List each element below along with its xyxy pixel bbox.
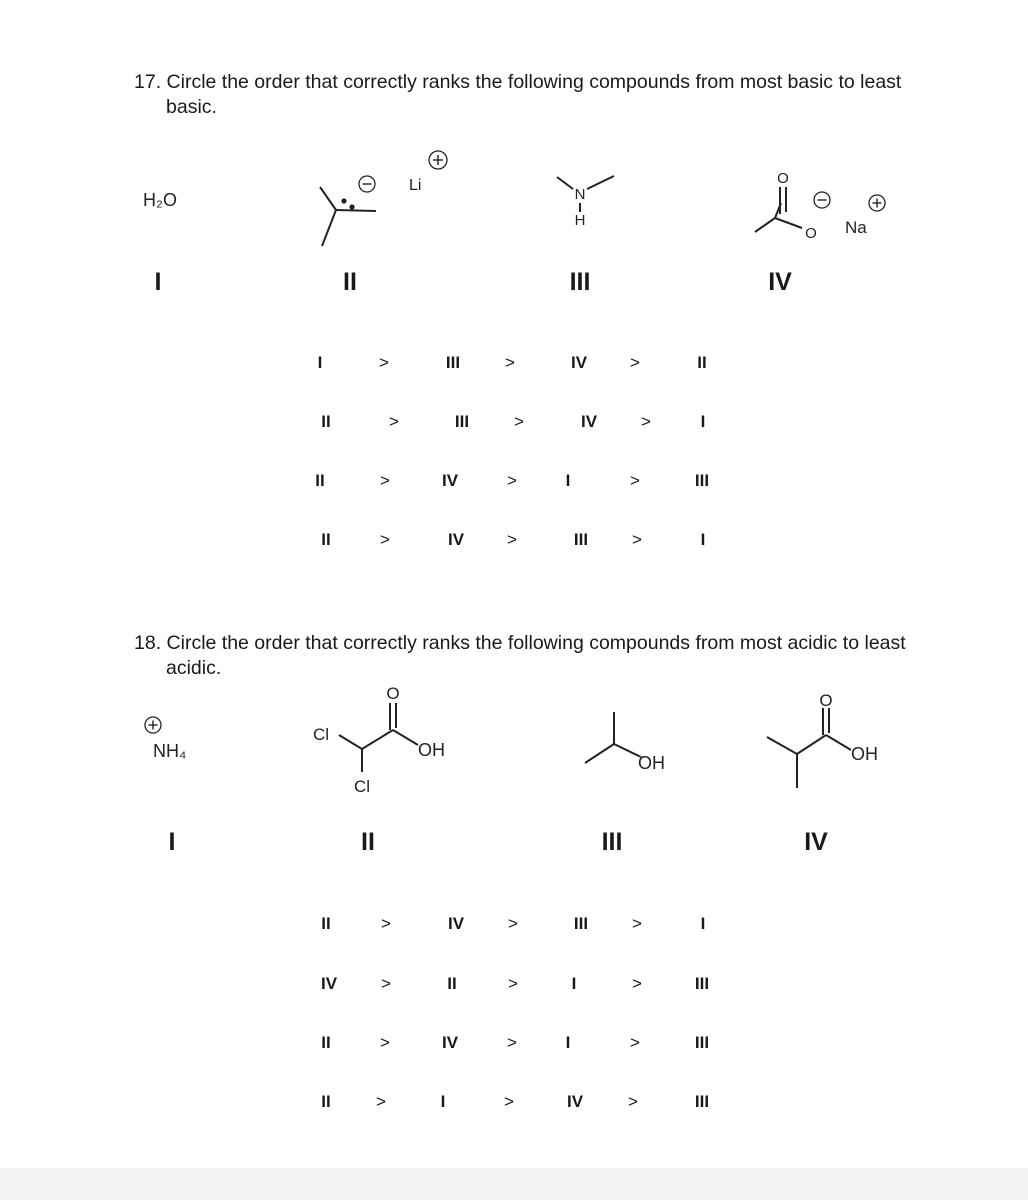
option-term: I	[565, 1033, 571, 1052]
option-term: I	[700, 914, 706, 933]
q17-carboxylate-oxygen: O	[805, 225, 817, 242]
q18-label-iii: III	[601, 828, 623, 856]
option-term: IV	[441, 1033, 459, 1052]
option-term: II	[321, 914, 331, 933]
q18-hydroxyl-label: OH	[418, 740, 445, 760]
question-17-line1: Circle the order that correctly ranks the following compounds from most basic to least	[166, 71, 902, 93]
q17-water-formula: H₂O	[143, 190, 177, 210]
question-18-line1: Circle the order that correctly ranks the following compounds from most acidic to least	[166, 632, 906, 654]
greater-than: >	[504, 1092, 514, 1111]
greater-than: >	[632, 974, 642, 993]
greater-than: >	[507, 1033, 517, 1052]
greater-than: >	[632, 914, 642, 933]
q18-compound-ii	[339, 703, 418, 772]
option-term: I	[571, 974, 577, 993]
q17-nitrogen-label: N	[574, 186, 586, 203]
option-term: I	[700, 412, 706, 431]
plus-charge-icon	[145, 717, 161, 733]
q17-hydrogen-label: H	[574, 212, 586, 229]
option-term: II	[447, 974, 457, 993]
greater-than: >	[381, 974, 391, 993]
q18-alcohol-oh: OH	[638, 753, 665, 773]
option-term: II	[321, 1033, 331, 1052]
question-17-number: 17.	[134, 71, 162, 93]
option-term: III	[454, 412, 470, 431]
q17-sodium-label: Na	[845, 218, 867, 237]
question-17-line2: basic.	[166, 96, 217, 118]
q18-label-i: I	[168, 828, 176, 856]
greater-than: >	[380, 530, 390, 549]
option-term: II	[697, 353, 707, 372]
greater-than: >	[505, 353, 515, 372]
greater-than: >	[380, 471, 390, 490]
option-term: III	[694, 471, 710, 490]
greater-than: >	[632, 530, 642, 549]
greater-than: >	[507, 471, 517, 490]
q17-label-iv: IV	[768, 268, 792, 296]
greater-than: >	[630, 1033, 640, 1052]
greater-than: >	[508, 974, 518, 993]
question-18-number: 18.	[134, 632, 162, 654]
option-term: IV	[441, 471, 459, 490]
greater-than: >	[630, 471, 640, 490]
option-term: I	[565, 471, 571, 490]
option-term: II	[315, 471, 325, 490]
greater-than: >	[380, 1033, 390, 1052]
option-term: I	[700, 530, 706, 549]
greater-than: >	[379, 353, 389, 372]
q18-compound-iv	[767, 708, 851, 788]
greater-than: >	[507, 530, 517, 549]
q18-chlorine-label: Cl	[354, 777, 371, 796]
option-term: IV	[320, 974, 338, 993]
q17-label-i: I	[154, 268, 162, 296]
q18-label-ii: II	[361, 828, 375, 856]
greater-than: >	[514, 412, 524, 431]
option-term: II	[321, 1092, 331, 1111]
greater-than: >	[381, 914, 391, 933]
q18-compound-iii	[585, 712, 641, 763]
option-term: IV	[580, 412, 598, 431]
option-term: III	[573, 530, 589, 549]
q17-label-ii: II	[343, 268, 357, 296]
question-18-line2: acidic.	[166, 657, 222, 679]
option-term: IV	[570, 353, 588, 372]
option-term: IV	[447, 530, 465, 549]
q17-carbonyl-oxygen: O	[777, 170, 789, 187]
q17-lithium-label: Li	[409, 177, 422, 194]
q18-hydroxyl-label: OH	[851, 744, 878, 764]
q17-label-iii: III	[569, 268, 591, 296]
q18-ammonium-formula: NH₄	[153, 741, 187, 761]
greater-than: >	[628, 1092, 638, 1111]
option-term: IV	[566, 1092, 584, 1111]
option-term: I	[317, 353, 323, 372]
option-term: I	[440, 1092, 446, 1111]
q18-carbonyl-oxygen: O	[819, 691, 833, 710]
option-term: III	[694, 1033, 710, 1052]
option-term: III	[694, 974, 710, 993]
greater-than: >	[641, 412, 651, 431]
greater-than: >	[389, 412, 399, 431]
option-term: IV	[447, 914, 465, 933]
option-term: III	[694, 1092, 710, 1111]
greater-than: >	[376, 1092, 386, 1111]
q18-chlorine-label: Cl	[313, 725, 330, 744]
option-term: III	[573, 914, 589, 933]
greater-than: >	[508, 914, 518, 933]
greater-than: >	[630, 353, 640, 372]
option-term: III	[445, 353, 461, 372]
option-term: II	[321, 412, 331, 431]
q18-carbonyl-oxygen: O	[386, 684, 400, 703]
q18-label-iv: IV	[804, 828, 828, 856]
option-term: II	[321, 530, 331, 549]
